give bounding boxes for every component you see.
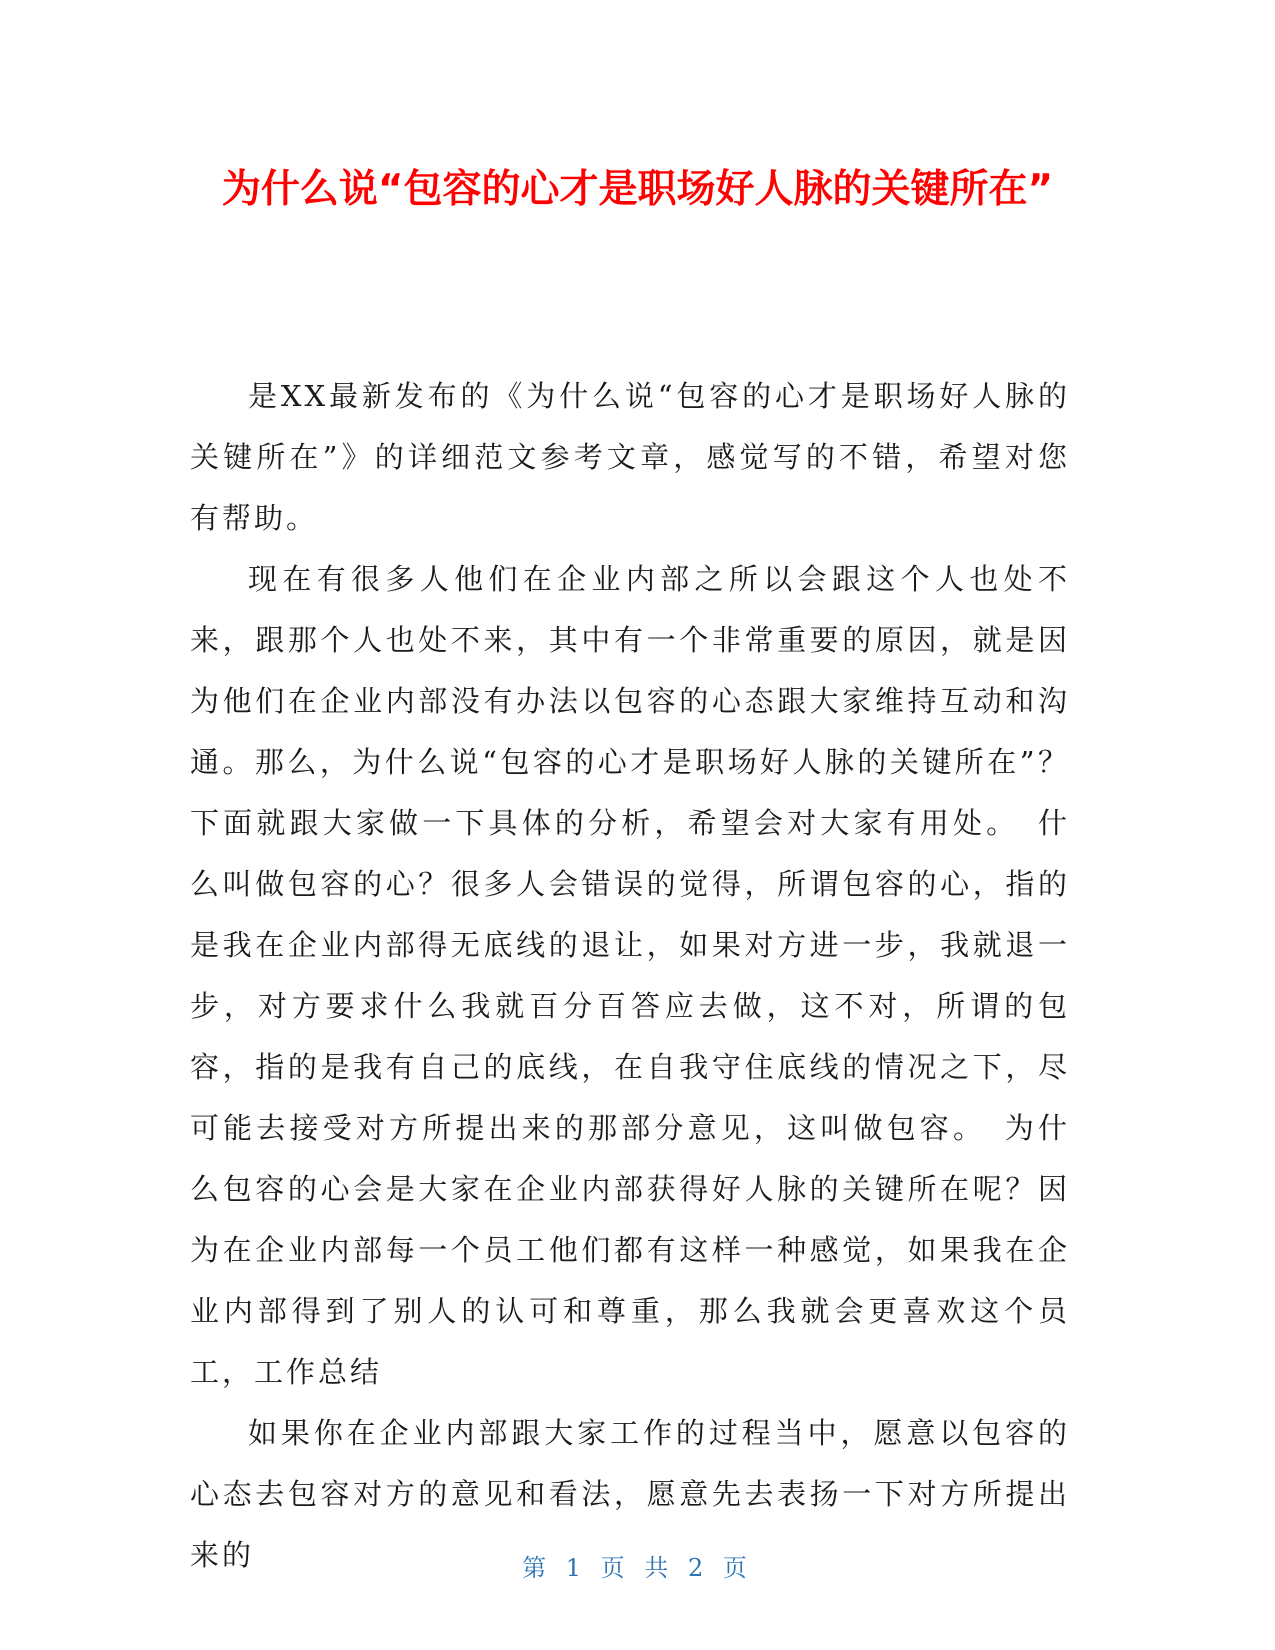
page-number-footer xyxy=(0,1548,1275,1583)
paragraph-main: 现在有很多人他们在企业内部之所以会跟这个人也处不来，跟那个人也处不来，其中有一个非常重要的原因，就是因为他们在企业内部没有办法以包容的心态跟大家维持互动和沟通。那么，为什么说“包容的心才是职场好人脉的关键所在”？下面就跟大家做一下具体的分析，希望会对大家有用处。 什么叫做包容的心？很多人会错误的觉得，所谓包容的心，指的是我在企业内部得无底线的退让，如果对方进一步，我就退一步，对方要求什么我就百分百答应去做，这不对，所谓的包容，指的是我有自己的底线，在自我守住底线的情况之下，尽可能去接受对方所提出来的那部分意见，这叫做包容。 为什么包容的心会是大家在企业内部获得好人脉的关键所在呢？因为在企业内部每一个员工他们都有这样一种感觉，如果我在企业内部得到了别人的认可和尊重，那么我就会更喜欢这个员工，工作总结 xyxy=(190,562,1070,1389)
page-number-label: 第 1 页 共 2 页 xyxy=(522,1554,753,1582)
document-title: 为什么说“包容的心才是职场好人脉的关键所在” xyxy=(221,167,1054,212)
paragraph-intro: 是XX最新发布的《为什么说“包容的心才是职场好人脉的关键所在”》的详细范文参考文章，感觉写的不错，希望对您有帮助。 xyxy=(190,379,1070,535)
paragraph-continuation: 如果你在企业内部跟大家工作的过程当中，愿意以包容的心态去包容对方的意见和看法，愿意先去表扬一下对方所提出来的 xyxy=(190,1416,1070,1572)
document-body xyxy=(190,366,1070,1586)
